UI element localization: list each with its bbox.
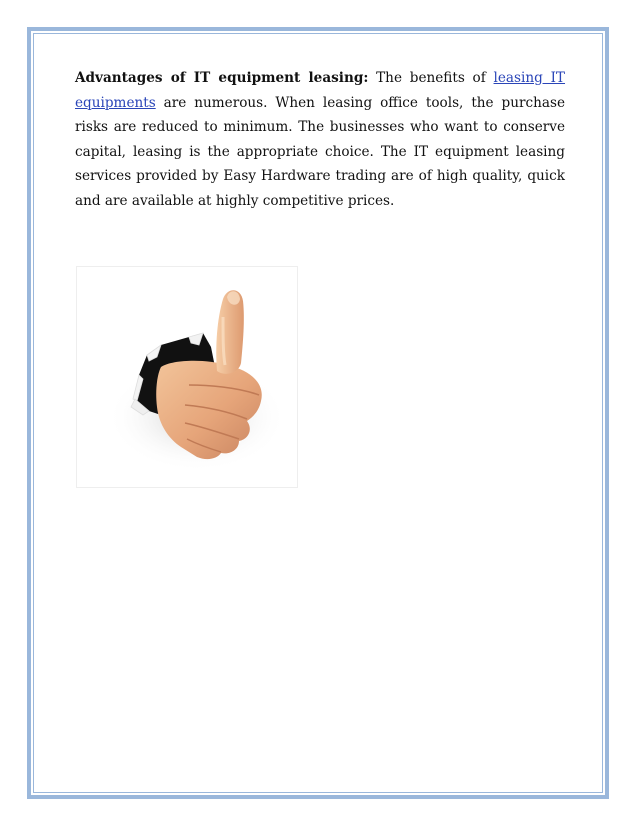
- thumbs-up-through-paper-icon: [77, 267, 297, 487]
- paragraph-text-body: are numerous. When leasing office tools, the purchase risks are reduced to minimum. The businesses who want to conserve capital, leasing is the appropriate choice. The IT equipment leasing services provided by Easy Hardware trading are of high quality, quick and are available at highly competitive prices.: [75, 94, 565, 209]
- section-heading: Advantages of IT equipment leasing:: [75, 70, 369, 86]
- leasing-it-equipments-link[interactable]: leasing IT equipments: [75, 70, 566, 111]
- thumbs-up-image: [76, 266, 298, 488]
- paragraph-text-intro: The benefits of: [368, 70, 494, 86]
- body-paragraph: [75, 66, 565, 213]
